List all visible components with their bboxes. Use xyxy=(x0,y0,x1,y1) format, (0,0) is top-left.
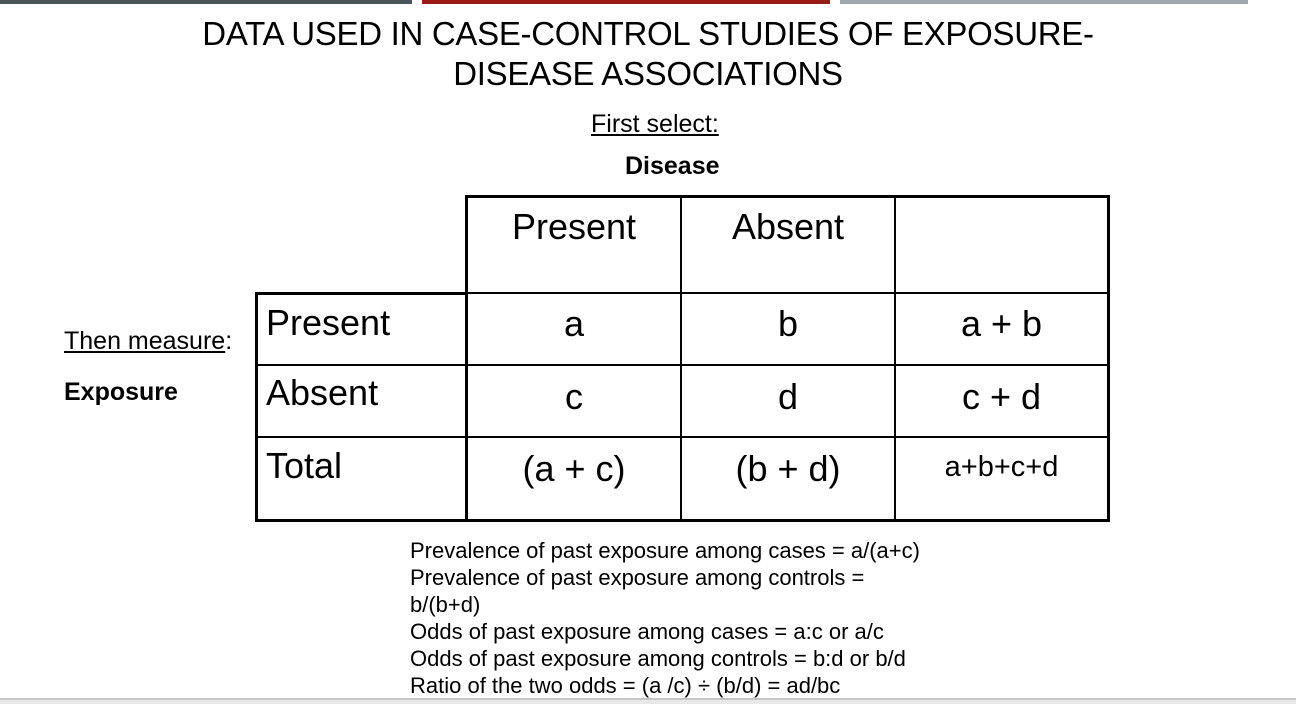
bottom-bar xyxy=(0,698,1296,704)
table-border-right xyxy=(1107,195,1110,522)
note-prevalence-cases: Prevalence of past exposure among cases = a/(a+c) xyxy=(410,538,920,563)
title-line-1: DATA USED IN CASE-CONTROL STUDIES OF EXPOSURE- xyxy=(202,15,1094,52)
note-odds-ratio: Ratio of the two odds = (a /c) ÷ (b/d) = ad/bc xyxy=(410,673,841,698)
note-prevalence-controls-formula: b/(b+d) xyxy=(410,592,481,617)
disease-label: Disease xyxy=(625,152,720,180)
grid-h3 xyxy=(255,436,1109,438)
table-border-bottom xyxy=(255,519,1110,522)
table-border-rowlabel-top xyxy=(255,292,467,295)
first-select-label: First select: xyxy=(591,110,719,138)
row-label-absent: Absent xyxy=(266,372,379,413)
cell-d: d xyxy=(777,376,799,417)
cell-c: c xyxy=(565,376,583,417)
exposure-label: Exposure xyxy=(64,378,178,406)
column-header-absent: Absent xyxy=(731,206,845,247)
top-bar-red xyxy=(422,0,830,4)
column-header-present: Present xyxy=(511,206,637,247)
cell-total-absent: (b + d) xyxy=(735,448,841,489)
cell-b: b xyxy=(777,303,799,344)
grid-h2 xyxy=(255,364,1109,366)
note-prevalence-controls: Prevalence of past exposure among controls = xyxy=(410,565,865,590)
then-measure-colon: : xyxy=(225,327,233,355)
cell-grand-total: a+b+c+d xyxy=(944,451,1059,483)
cell-c-plus-d: c + d xyxy=(961,376,1042,417)
formula-notes xyxy=(410,537,920,699)
then-measure-text: Then measure xyxy=(64,327,226,355)
then-measure-label xyxy=(64,327,232,356)
top-bar-gray xyxy=(840,0,1248,4)
cell-total-present: (a + c) xyxy=(522,448,626,489)
cell-a-plus-b: a + b xyxy=(960,303,1043,344)
cell-a: a xyxy=(563,303,585,344)
grid-h1 xyxy=(467,292,1109,294)
note-odds-cases: Odds of past exposure among cases = a:c or a/c xyxy=(410,619,884,644)
slide-title xyxy=(0,14,1296,94)
note-odds-controls: Odds of past exposure among controls = b:d or b/d xyxy=(410,646,906,671)
table-border-top xyxy=(465,195,1110,198)
table-border-left-rows xyxy=(255,292,258,522)
title-line-2: DISEASE ASSOCIATIONS xyxy=(453,55,843,92)
row-label-total: Total xyxy=(266,445,343,486)
top-bar-dark xyxy=(0,0,412,4)
row-label-present: Present xyxy=(266,302,391,343)
